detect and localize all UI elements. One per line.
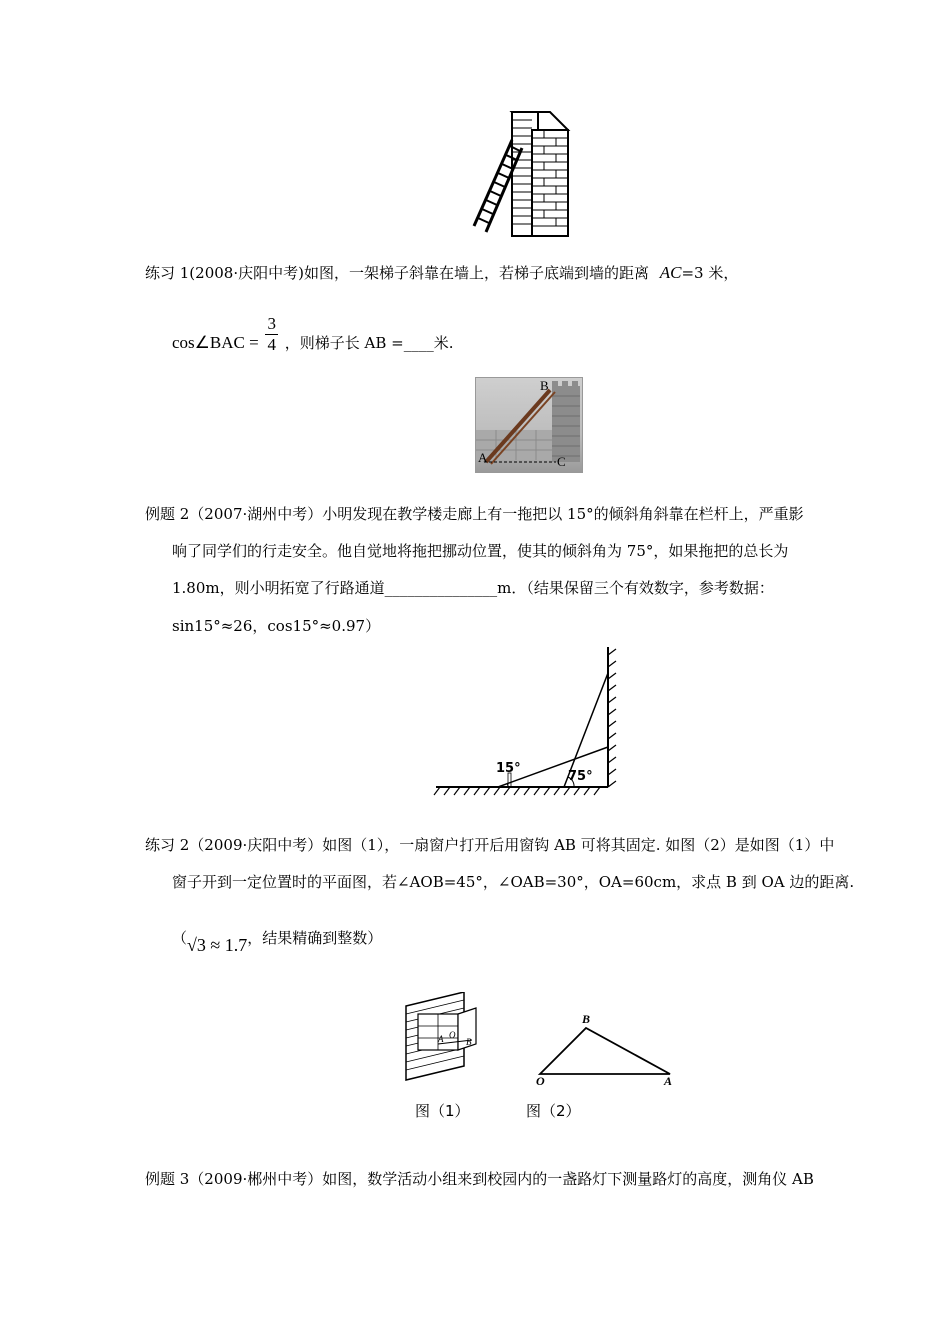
fig1-label-b: B [466, 1037, 472, 1047]
fraction-denominator: 4 [267, 335, 276, 354]
photo-label-c: C [557, 454, 566, 469]
photo-label-b: B [540, 378, 549, 393]
mop-angle-figure [432, 645, 624, 799]
ladder-photo-figure [475, 377, 583, 473]
cos-bac-label: cos∠BAC = [172, 332, 259, 352]
exercise-1-suffix: ，则梯子长 AB =____米. [284, 333, 454, 352]
exercise-1-line2 [172, 316, 454, 362]
angle-15-label: 15° [496, 761, 521, 776]
triangle-label-a: A [664, 1074, 673, 1088]
ac-value: =3 米， [681, 264, 739, 282]
angle-75-label: 75° [568, 769, 593, 784]
figure-1-caption: 图（1） [415, 1102, 470, 1120]
exercise-2-note [172, 926, 383, 955]
note-rest: ，结果精确到整数） [247, 929, 383, 947]
example-2-line1: 例题 2（2007·湖州中考）小明发现在教学楼走廊上有一拖把以 15°的倾斜角斜靠在栏杆上，严重影 [145, 505, 804, 523]
exercise-2-line2: 窗子开到一定位置时的平面图，若∠AOB=45°，∠OAB=30°，OA=60cm，求点 B 到 OA 边的距离. [172, 873, 855, 891]
ladder-wall-figure [470, 108, 580, 240]
fraction-numerator: 3 [267, 314, 276, 333]
exercise-1-prefix: 练习 1(2008·庆阳中考)如图，一架梯子斜靠在墙上，若梯子底端到墙的距离 [145, 264, 649, 282]
triangle-label-b: B [582, 1012, 591, 1026]
exercise-1-line1 [145, 262, 738, 284]
triangle-figure-2 [530, 1012, 680, 1090]
fig1-label-o: O [449, 1030, 456, 1040]
fraction [265, 314, 278, 355]
example-2-line2: 响了同学们的行走安全。他自觉地将拖把挪动位置，使其的倾斜角为 75°，如果拖把的总长为 [172, 542, 789, 560]
fig1-label-a: A [438, 1034, 444, 1044]
window-figure-1 [402, 992, 484, 1086]
triangle-label-o: O [536, 1074, 545, 1088]
sqrt3-approx: √3 ≈ 1.7 [187, 935, 248, 955]
figure-2-caption: 图（2） [526, 1102, 581, 1120]
example-2-line3: 1.80m，则小明拓宽了行路通道_______________m．（结果保留三个有效数字，参考数据： [172, 579, 774, 597]
exercise-2-line1: 练习 2（2009·庆阳中考）如图（1），一扇窗户打开后用窗钩 AB 可将其固定. 如图（2）是如图（1）中 [145, 836, 835, 854]
ac-label: AC [659, 263, 682, 282]
photo-label-a: A [478, 450, 488, 465]
example-2-line4: sin15°≈26，cos15°≈0.97） [172, 617, 381, 635]
example-3-line1: 例题 3（2009·郴州中考）如图，数学活动小组来到校园内的一盏路灯下测量路灯的高度，测角仪 AB [145, 1170, 814, 1188]
note-open-paren: （ [172, 929, 188, 947]
